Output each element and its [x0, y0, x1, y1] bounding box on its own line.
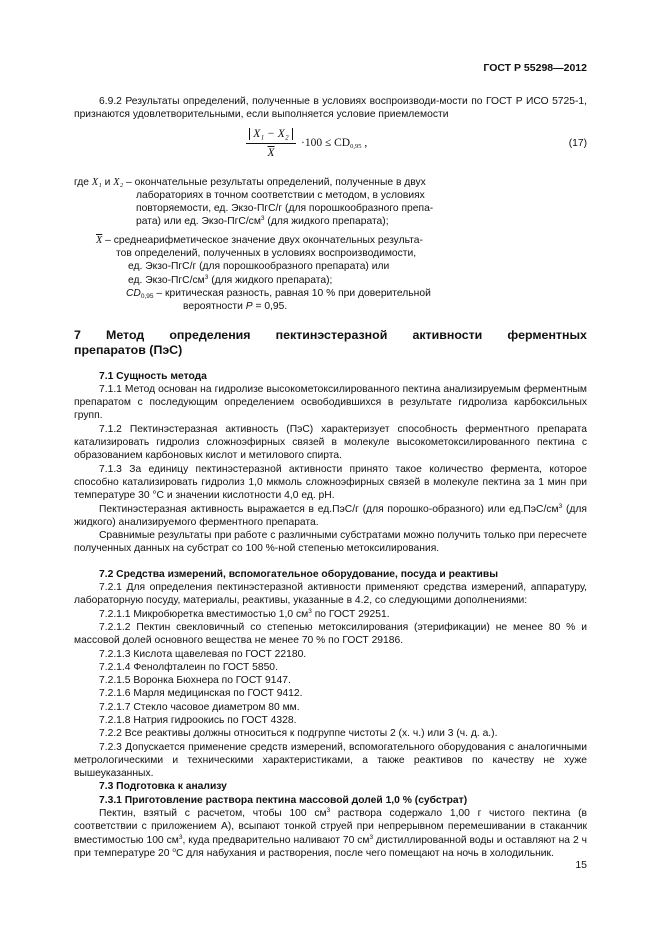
- paragraph-7-2-1-2: 7.2.1.2 Пектин свекловичный со степенью метоксилирования (этерификации) не менее 80 % и массовой долей основного вещества не менее 70 % по ГОСТ 29186.: [74, 621, 587, 647]
- paragraph-7-2-1-7: 7.2.1.7 Стекло часовое диаметром 80 мм.: [99, 701, 300, 713]
- paragraph-7-2-1: 7.2.1 Для определения пектинэстеразной активности применяют средства измерений, аппаратуру, лабораторную посуду, материалы, реактивы, указанные в 4.2, со следующими дополнениями:: [74, 582, 587, 607]
- paragraph-7-2-1-8: 7.2.1.8 Натрия гидроокись по ГОСТ 4328.: [99, 714, 297, 726]
- paragraph-pes-units: Пектинэстеразная активность выражается в ед.ПэС/г (для порошко-образного) или $ед.ПэС/см^3$ (для жидкого) анализируемого ферментного препарата.: [74, 502, 588, 528]
- paragraph-7-2-1-3: 7.2.1.3 Кислота щавелевая по ГОСТ 22180.: [99, 648, 307, 660]
- formula-number: (17): [568, 137, 587, 149]
- paragraph-7-2-2: 7.2.2 Все реактивы должны относиться к подгруппе чистоты 2 (х. ч.) или 3 (ч. д. а.).: [99, 728, 498, 740]
- paragraph-7-2-1-4: 7.2.1.4 Фенолфталеин по ГОСТ 5850.: [99, 661, 278, 673]
- section-7-title: 7 Метод определения пектинэстеразной активности ферментных препаратов (ПэС): [74, 327, 587, 357]
- formula-numerator: X₁ − X₂: [249, 128, 293, 140]
- paragraph-comparable: Сравнимые результаты при работе с различными субстратами можно получить только при пересчете полученных данных на субстрат со 100 %-ной степенью метоксилирования.: [74, 530, 587, 555]
- paragraph-7-1-1: 7.1.1 Метод основан на гидролизе высокометоксилированного пектина анализируемым ферментным препаратом с последующим определением освободившихся в результате гидролиза карбоксильных групп.: [74, 383, 587, 422]
- formula-fraction: [246, 128, 296, 161]
- paragraph-7-2-1-5: 7.2.1.5 Воронка Бюхнера по ГОСТ 9147.: [99, 675, 291, 687]
- section-7-3-1-title: 7.3.1 Приготовление раствора пектина массовой долей 1,0 % (субстрат): [99, 794, 468, 806]
- section-7-1-title: 7.1 Сущность метода: [99, 370, 207, 382]
- formula-denominator: X: [267, 146, 275, 159]
- section-7-3-title: 7.3 Подготовка к анализу: [99, 781, 227, 793]
- page-header: ГОСТ Р 55298—2012: [483, 62, 587, 74]
- paragraph-7-2-1-1: 7.2.1.1 Микробюретка вместимостью 1,0 $см^3$ по ГОСТ 29251.: [99, 607, 390, 620]
- paragraph-6-9-2: 6.9.2 Результаты определений, полученные в условиях воспроизводи-мости по ГОСТ Р ИСО 5725-1, признаются удовлетворительными, если выполняется условие приемлемости: [74, 96, 587, 121]
- paragraph-7-1-3: 7.1.3 За единицу пектинэстеразной активности принято такое количество фермента, которое способно катализировать гидролиз 1,0 мкмоль сложноэфирных связей в молекуле пектина за 1 мин при температуре 30 °С и значении кислотности 4,0 ед. рН.: [74, 463, 587, 502]
- formula-rest: $\cdot 100 \le CD_{0,95}$ ,: [301, 136, 368, 150]
- paragraph-7-1-2: 7.1.2 Пектинэстеразная активность (ПэС) характеризует способность ферментного препарата катализировать гидролиз сложноэфирных связей в молекуле высокометоксилированного пектина с образованием карбоновых кислот и метилового спирта.: [74, 423, 587, 462]
- paragraph-7-3-1: Пектин, взятый с расчетом, чтобы 100 $см^3$ раствора содержало 1,00 г чистого пектина (в соответствии с приложением А), всыпают тонкой струей при непрерывном перемешивании в стаканчик вместимостью 100 $см^3$, куда предварительно наливают 70 $см^3$ дистиллированной воды и оставляют на 2 ч при температуре 20 $^о$С для набухания и растворения, после чего помещают на ночь в холодильник.: [74, 807, 588, 859]
- paragraph-7-2-3: 7.2.3 Допускается применение средств измерений, вспомогательного оборудования с аналогичными метрологическими и техническими характеристиками, а также реактивов по качеству не хуже вышеуказанных.: [74, 741, 587, 780]
- definition-xbar: $\overline{X}$ – среднеарифметическое значение двух окончательных результа- тов определений, полученных в условиях воспроизводимости, ед. Экзо-ПгС/г (для порошкообразного препарата) или ед. Экзо-$ПгС/см^3$ (для жидкого препарата);: [96, 234, 423, 286]
- definition-cd: $CD_{0,95}$ – критическая разность, равная 10 % при доверительной вероятности P = 0,95.: [126, 287, 431, 313]
- section-7-2-title: 7.2 Средства измерений, вспомогательное оборудование, посуда и реактивы: [99, 568, 499, 580]
- paragraph-7-2-1-6: 7.2.1.6 Марля медицинская по ГОСТ 9412.: [99, 688, 303, 700]
- definition-x1-x2: где X₁ и X₂ – окончательные результаты определений, полученные в двух лабораториях в точном соответствии с методом, в условиях повторяемости, ед. Экзо-ПгС/г (для порошкообразного препа- рата) или ед. Экзо-$ПгС/см^3$ (для жидкого препарата);: [74, 176, 434, 228]
- formula-17: [74, 126, 587, 168]
- page-number: 15: [575, 859, 587, 871]
